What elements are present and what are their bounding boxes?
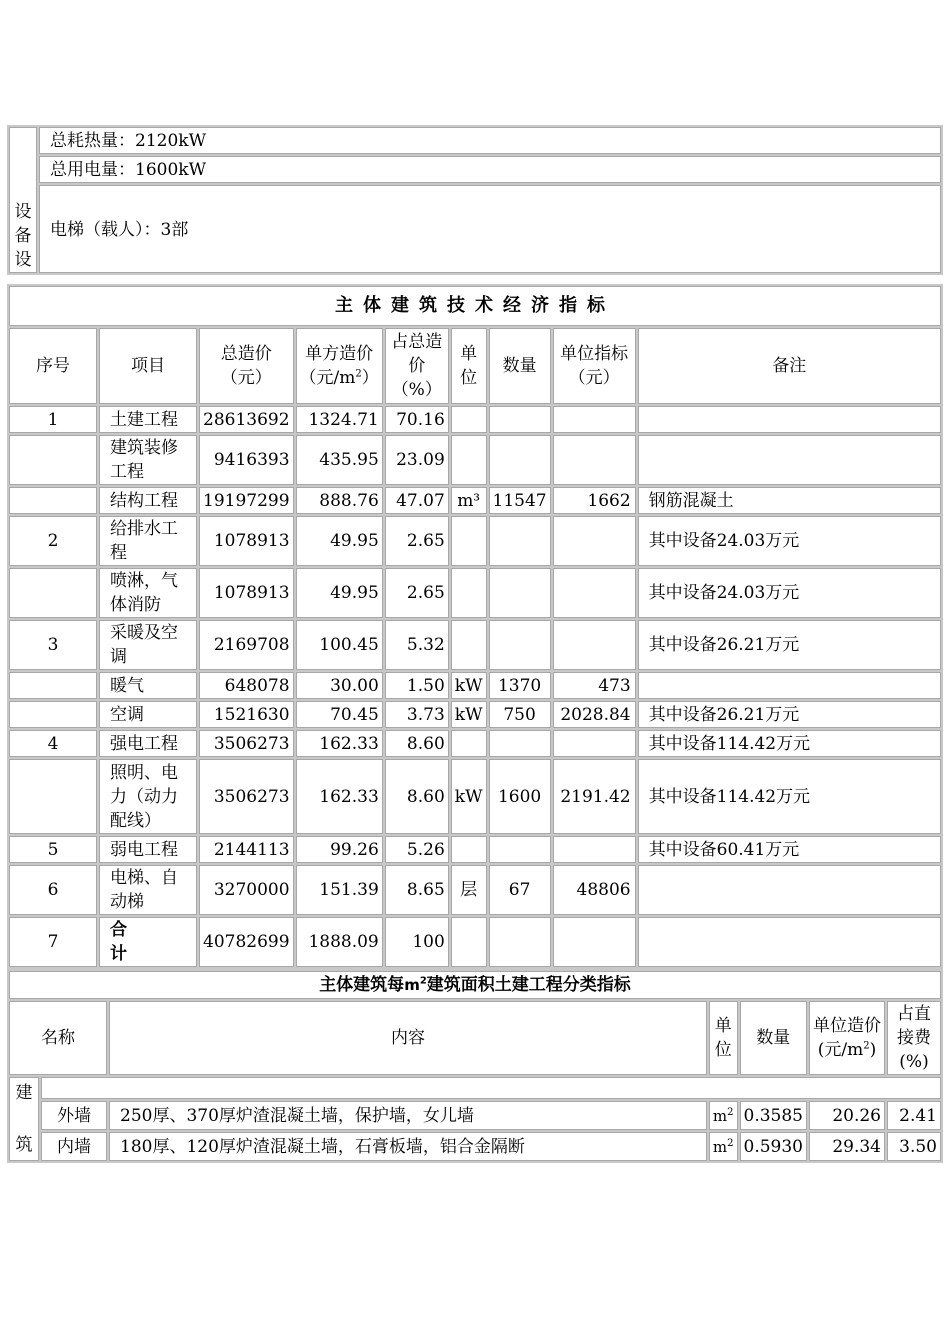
row-quantity: 67 — [489, 865, 551, 915]
row-unit-index: 1662 — [553, 487, 636, 514]
main-index-table — [7, 284, 943, 969]
row-unit: m³ — [451, 487, 487, 514]
row-no — [9, 487, 97, 514]
table-row — [9, 672, 941, 699]
table-row — [9, 759, 941, 834]
row-share: 70.16 — [385, 406, 449, 433]
row-no — [9, 568, 97, 618]
row-remark — [638, 406, 941, 433]
sub-row-unit-text: m — [712, 1106, 728, 1125]
table-row — [9, 1101, 941, 1130]
row-total-cost: 2144113 — [199, 836, 294, 863]
header-total-cost — [199, 328, 294, 404]
row-total-cost: 2169708 — [199, 620, 294, 670]
row-item: 给排水工程 — [99, 516, 197, 566]
row-unit-cost: 49.95 — [296, 568, 383, 618]
header-unit-cost — [296, 328, 383, 404]
row-item: 结构工程 — [99, 487, 197, 514]
row-unit-cost: 30.00 — [296, 672, 383, 699]
row-unit-cost: 162.33 — [296, 730, 383, 757]
sub-row-content: 250厚、370厚炉渣混凝土墙，保护墙，女儿墙 — [109, 1101, 707, 1130]
row-unit-cost: 1888.09 — [296, 917, 383, 967]
header-unit-cost-tail: ） — [361, 368, 379, 388]
row-item: 空调 — [99, 701, 197, 728]
row-no — [9, 701, 97, 728]
sub-row-direct: 3.50 — [887, 1132, 941, 1161]
sub-header-unit-price-text: 单位造价(元/m — [813, 1016, 881, 1060]
row-unit-index — [553, 620, 636, 670]
header-unit-cost-text: 单方造价（元/m — [299, 344, 374, 388]
sub-row-price: 20.26 — [809, 1101, 885, 1130]
row-unit-index: 48806 — [553, 865, 636, 915]
row-quantity — [489, 620, 551, 670]
header-unit-index: 单位指标（元） — [553, 328, 636, 404]
table-row — [9, 865, 941, 915]
row-share: 3.73 — [385, 701, 449, 728]
row-quantity — [489, 836, 551, 863]
row-share: 5.32 — [385, 620, 449, 670]
row-share: 8.65 — [385, 865, 449, 915]
row-total-cost: 9416393 — [199, 435, 294, 485]
header-no: 序号 — [9, 328, 97, 404]
row-quantity: 1370 — [489, 672, 551, 699]
row-item: 弱电工程 — [99, 836, 197, 863]
row-unit — [451, 435, 487, 485]
row-share: 100 — [385, 917, 449, 967]
equipment-side-label-text: 设备设 — [14, 202, 32, 270]
sub-title-b: 建筑面积土建工程分类指标 — [426, 975, 631, 995]
row-quantity — [489, 568, 551, 618]
row-quantity — [489, 917, 551, 967]
row-unit-cost: 888.76 — [296, 487, 383, 514]
row-item: 强电工程 — [99, 730, 197, 757]
row-unit — [451, 568, 487, 618]
row-remark: 其中设备114.42万元 — [638, 730, 941, 757]
sub-row-unit-text: m — [712, 1137, 728, 1156]
row-total-cost: 1078913 — [199, 516, 294, 566]
row-unit-index: 473 — [553, 672, 636, 699]
row-item: 喷淋，气体消防 — [99, 568, 197, 618]
equipment-power: 总用电量：1600kW — [39, 156, 941, 183]
sub-side-label — [9, 1077, 39, 1161]
row-quantity: 1600 — [489, 759, 551, 834]
table-row — [9, 730, 941, 757]
row-total-cost: 28613692 — [199, 406, 294, 433]
row-remark: 其中设备114.42万元 — [638, 759, 941, 834]
sub-title-a: 主体建筑每 — [319, 975, 405, 995]
row-unit-cost: 99.26 — [296, 836, 383, 863]
header-remark: 备注 — [638, 328, 941, 404]
row-unit: kW — [451, 759, 487, 834]
row-total-cost: 648078 — [199, 672, 294, 699]
sub-row-unit-sup: 2 — [727, 1137, 734, 1149]
row-no: 7 — [9, 917, 97, 967]
row-item: 采暖及空调 — [99, 620, 197, 670]
row-remark: 其中设备24.03万元 — [638, 516, 941, 566]
row-share: 5.26 — [385, 836, 449, 863]
row-total-cost: 3506273 — [199, 759, 294, 834]
row-unit-index — [553, 406, 636, 433]
row-unit-index — [553, 568, 636, 618]
row-unit-cost: 70.45 — [296, 701, 383, 728]
row-unit — [451, 917, 487, 967]
row-unit-index — [553, 516, 636, 566]
equipment-heat: 总耗热量：2120kW — [39, 127, 941, 154]
row-unit-index: 2191.42 — [553, 759, 636, 834]
row-unit-cost: 151.39 — [296, 865, 383, 915]
table-row — [9, 487, 941, 514]
equipment-table — [7, 125, 943, 275]
sub-row-name: 外墙 — [41, 1101, 107, 1130]
row-no: 5 — [9, 836, 97, 863]
sub-title-sup: 2 — [419, 975, 427, 987]
row-total-cost: 1521630 — [199, 701, 294, 728]
row-total-cost: 3506273 — [199, 730, 294, 757]
row-quantity: 11547 — [489, 487, 551, 514]
row-no: 4 — [9, 730, 97, 757]
row-share: 2.65 — [385, 568, 449, 618]
row-share: 1.50 — [385, 672, 449, 699]
sub-table-title — [9, 971, 941, 999]
sub-header-unit-price-tail: ) — [869, 1040, 877, 1060]
row-share: 2.65 — [385, 516, 449, 566]
row-remark — [638, 435, 941, 485]
row-unit — [451, 516, 487, 566]
row-share: 8.60 — [385, 730, 449, 757]
row-quantity: 750 — [489, 701, 551, 728]
row-quantity — [489, 516, 551, 566]
sub-title-unit: m — [404, 976, 420, 994]
header-unit-text: 单位 — [460, 344, 478, 388]
main-table-title: 主体建筑技术经济指标 — [9, 286, 941, 326]
row-total-cost: 1078913 — [199, 568, 294, 618]
row-quantity — [489, 406, 551, 433]
row-total-cost: 40782699 — [199, 917, 294, 967]
sub-row-unit — [709, 1132, 738, 1161]
header-unit — [451, 328, 487, 404]
row-unit — [451, 730, 487, 757]
equipment-side-label — [9, 127, 37, 273]
sub-header-unit — [709, 1001, 738, 1075]
sub-blank-row — [41, 1077, 941, 1099]
header-quantity: 数量 — [489, 328, 551, 404]
row-quantity — [489, 435, 551, 485]
table-row — [9, 568, 941, 618]
sub-header-content: 内容 — [109, 1001, 707, 1075]
equipment-elevator: 电梯（载人）：3部 — [39, 185, 941, 273]
row-share: 47.07 — [385, 487, 449, 514]
sub-row-qty: 0.3585 — [740, 1101, 807, 1130]
row-unit — [451, 836, 487, 863]
header-unit-cost-sup: 2 — [355, 368, 362, 380]
row-share: 23.09 — [385, 435, 449, 485]
row-no — [9, 435, 97, 485]
table-row — [9, 620, 941, 670]
row-share: 8.60 — [385, 759, 449, 834]
table-row — [9, 516, 941, 566]
sub-row-content: 180厚、120厚炉渣混凝土墙，石膏板墙，铝合金隔断 — [109, 1132, 707, 1161]
row-remark — [638, 917, 941, 967]
row-remark: 其中设备26.21万元 — [638, 620, 941, 670]
sub-row-qty: 0.5930 — [740, 1132, 807, 1161]
row-unit-cost: 1324.71 — [296, 406, 383, 433]
sub-side-label-2: 筑 — [15, 1135, 33, 1155]
row-total-cost: 19197299 — [199, 487, 294, 514]
row-unit-index — [553, 917, 636, 967]
row-remark — [638, 672, 941, 699]
row-remark: 其中设备60.41万元 — [638, 836, 941, 863]
row-unit: kW — [451, 672, 487, 699]
row-no — [9, 759, 97, 834]
row-item: 土建工程 — [99, 406, 197, 433]
row-unit-cost: 100.45 — [296, 620, 383, 670]
table-row — [9, 406, 941, 433]
row-item: 合计 — [99, 917, 197, 967]
sub-header-name: 名称 — [9, 1001, 107, 1075]
sub-header-unit-price-sup: 2 — [863, 1040, 870, 1052]
table-row — [9, 917, 941, 967]
row-unit-index: 2028.84 — [553, 701, 636, 728]
table-row — [9, 836, 941, 863]
row-unit: 层 — [451, 865, 487, 915]
header-total-cost-text: 总造价（元） — [220, 344, 272, 388]
sub-row-name: 内墙 — [41, 1132, 107, 1161]
sub-row-unit — [709, 1101, 738, 1130]
header-share — [385, 328, 449, 404]
row-unit-cost: 162.33 — [296, 759, 383, 834]
sub-header-quantity: 数量 — [740, 1001, 807, 1075]
sub-index-table — [7, 969, 943, 1163]
table-row — [9, 435, 941, 485]
row-item: 暖气 — [99, 672, 197, 699]
row-unit-cost: 49.95 — [296, 516, 383, 566]
sub-header-unit-price — [809, 1001, 885, 1075]
row-unit: kW — [451, 701, 487, 728]
row-item: 照明、电力（动力配线） — [99, 759, 197, 834]
sub-side-label-1: 建 — [15, 1083, 33, 1103]
sub-row-direct: 2.41 — [887, 1101, 941, 1130]
row-unit — [451, 620, 487, 670]
row-unit-index — [553, 435, 636, 485]
table-row — [9, 1132, 941, 1161]
row-remark: 其中设备26.21万元 — [638, 701, 941, 728]
sub-header-unit-text: 单位 — [714, 1016, 732, 1060]
sub-row-price: 29.34 — [809, 1132, 885, 1161]
row-quantity — [489, 730, 551, 757]
row-no: 3 — [9, 620, 97, 670]
row-no: 2 — [9, 516, 97, 566]
row-item: 建筑装修工程 — [99, 435, 197, 485]
row-total-cost: 3270000 — [199, 865, 294, 915]
sub-header-direct: 占直接费(%) — [887, 1001, 941, 1075]
row-no: 1 — [9, 406, 97, 433]
table-row — [9, 701, 941, 728]
row-unit-index — [553, 836, 636, 863]
row-item: 电梯、自动梯 — [99, 865, 197, 915]
main-table-body — [9, 406, 941, 967]
row-unit-index — [553, 730, 636, 757]
header-item: 项目 — [99, 328, 197, 404]
row-no — [9, 672, 97, 699]
row-remark: 其中设备24.03万元 — [638, 568, 941, 618]
row-unit — [451, 406, 487, 433]
sub-row-unit-sup: 2 — [727, 1106, 734, 1118]
row-unit-cost: 435.95 — [296, 435, 383, 485]
row-remark: 钢筋混凝土 — [638, 487, 941, 514]
row-no: 6 — [9, 865, 97, 915]
row-remark — [638, 865, 941, 915]
header-share-text: 占总造价（%） — [391, 332, 443, 400]
